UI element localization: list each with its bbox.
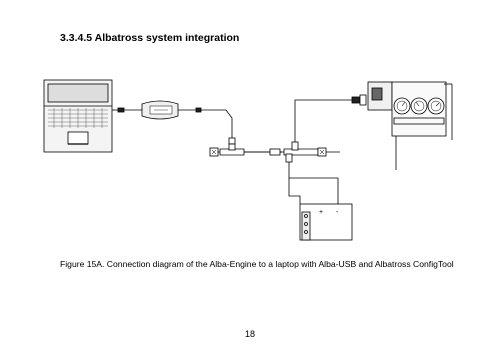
engine-panel-illustration bbox=[368, 82, 452, 170]
laptop-illustration bbox=[44, 80, 112, 152]
page-number: 18 bbox=[244, 329, 255, 339]
battery-plus-label: + bbox=[319, 209, 324, 216]
battery-minus-label: - bbox=[336, 209, 339, 216]
tee-left bbox=[220, 144, 244, 155]
section-heading: 3.3.4.5 Albatross system integration bbox=[60, 32, 240, 44]
alba-usb-adapter-illustration bbox=[142, 101, 178, 119]
tee-right bbox=[284, 142, 326, 162]
figure-caption: Figure 15A. Connection diagram of the Alba-Engine to a laptop with Alba-USB and Albatross ConfigTool bbox=[60, 259, 454, 269]
battery-illustration bbox=[300, 204, 352, 240]
